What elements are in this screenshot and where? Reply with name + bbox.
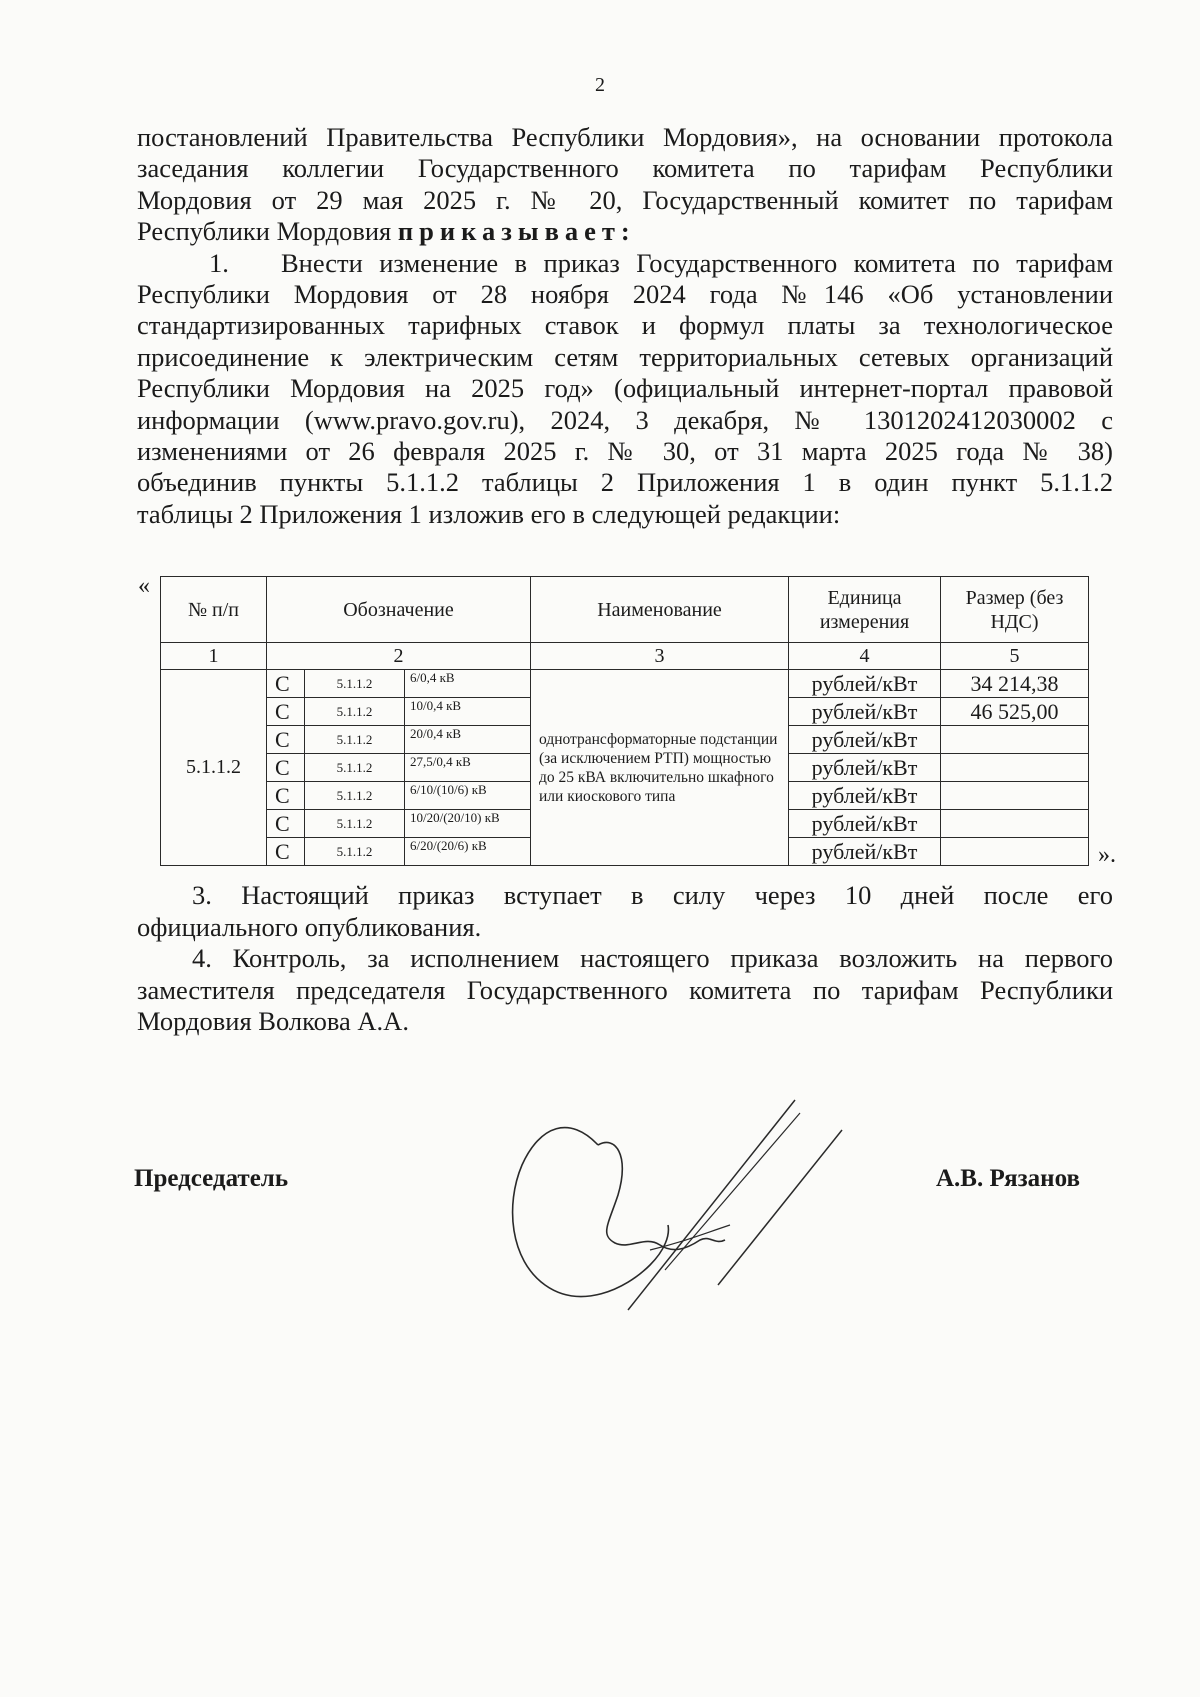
- item1-line: присоединение к электрическим сетям территориальных сетевых организаций: [137, 341, 1113, 372]
- item-name: однотрансформаторные подстанции (за исключением РТП) мощностью до 25 кВА включительно шкафного или киоскового типа: [531, 670, 789, 866]
- item1-first-line: [137, 248, 1113, 279]
- row-voltage: 6/20/(20/6) кВ: [405, 838, 531, 866]
- row-voltage: 10/0,4 кВ: [405, 698, 531, 726]
- row-code: 5.1.1.2: [305, 838, 405, 866]
- item4-line: заместителя председателя Государственного комитета по тарифам Республики: [137, 974, 1113, 1005]
- item4-last-line: Мордовия Волкова А.А.: [137, 1005, 409, 1036]
- intro-line: заседания коллегии Государственного комитета по тарифам Республики: [137, 153, 1113, 184]
- column-number: 5: [941, 643, 1089, 670]
- item4-first-line: 4. Контроль, за исполнением настоящего приказа возложить на первого: [192, 943, 1113, 974]
- item1-number: 1.: [209, 247, 229, 278]
- row-letter: C: [267, 698, 305, 726]
- row-code: 5.1.1.2: [305, 670, 405, 698]
- header-unit: Единица измерения: [789, 577, 941, 643]
- row-unit: рублей/кВт: [789, 670, 941, 698]
- row-letter: C: [267, 754, 305, 782]
- quote-open: «: [138, 573, 150, 599]
- row-code: 5.1.1.2: [305, 754, 405, 782]
- column-number-row: [161, 643, 1089, 670]
- row-value: [941, 782, 1089, 810]
- order-word: приказывает:: [397, 216, 636, 247]
- row-unit: рублей/кВт: [789, 838, 941, 866]
- row-code: 5.1.1.2: [305, 726, 405, 754]
- row-value: 34 214,38: [941, 670, 1089, 698]
- row-letter: C: [267, 810, 305, 838]
- row-letter: C: [267, 838, 305, 866]
- row-value: 46 525,00: [941, 698, 1089, 726]
- header-size: Размер (без НДС): [941, 577, 1089, 643]
- column-number: 2: [267, 643, 531, 670]
- row-voltage: 6/0,4 кВ: [405, 670, 531, 698]
- column-number: 4: [789, 643, 941, 670]
- row-value: [941, 810, 1089, 838]
- row-unit: рублей/кВт: [789, 726, 941, 754]
- row-voltage: 20/0,4 кВ: [405, 726, 531, 754]
- intro-last-text: Республики Мордовия: [137, 216, 398, 247]
- row-unit: рублей/кВт: [789, 698, 941, 726]
- header-num: № п/п: [161, 577, 267, 643]
- item1-last-line: таблицы 2 Приложения 1 изложив его в следующей редакции:: [137, 498, 841, 529]
- row-value: [941, 726, 1089, 754]
- row-unit: рублей/кВт: [789, 754, 941, 782]
- page-number: 2: [595, 74, 605, 96]
- item3-first-line: 3. Настоящий приказ вступает в силу через 10 дней после его: [192, 880, 1113, 911]
- quote-close: ».: [1098, 842, 1116, 868]
- row-voltage: 27,5/0,4 кВ: [405, 754, 531, 782]
- row-value: [941, 838, 1089, 866]
- signatory-name: А.В. Рязанов: [936, 1165, 1080, 1192]
- item1-first-text: Внести изменение в приказ Государственного комитета по тарифам: [281, 247, 1113, 278]
- item-number: 5.1.1.2: [161, 670, 267, 866]
- item1-line: стандартизированных тарифных ставок и формул платы за технологическое: [137, 310, 1113, 341]
- header-designation: Обозначение: [267, 577, 531, 643]
- intro-line: постановлений Правительства Республики Мордовия», на основании протокола: [137, 122, 1113, 152]
- intro-line: Мордовия от 29 мая 2025 г. № 20, Государственный комитет по тарифам: [137, 184, 1113, 215]
- table-header-row: [161, 577, 1089, 643]
- item1-line: изменениями от 26 февраля 2025 г. № 30, от 31 марта 2025 года № 38): [137, 436, 1113, 467]
- header-name: Наименование: [531, 577, 789, 643]
- row-code: 5.1.1.2: [305, 698, 405, 726]
- row-letter: C: [267, 726, 305, 754]
- signatory-title: Председатель: [134, 1165, 289, 1192]
- row-letter: C: [267, 670, 305, 698]
- row-code: 5.1.1.2: [305, 782, 405, 810]
- row-value: [941, 754, 1089, 782]
- item1-line: объединив пункты 5.1.1.2 таблицы 2 Приложения 1 в один пункт 5.1.1.2: [137, 467, 1113, 498]
- item1-line: Республики Мордовия на 2025 год» (официальный интернет-портал правовой: [137, 373, 1113, 404]
- intro-last-line: [137, 216, 1113, 247]
- row-code: 5.1.1.2: [305, 810, 405, 838]
- row-unit: рублей/кВт: [789, 782, 941, 810]
- item3-last-line: официального опубликования.: [137, 911, 482, 942]
- handwritten-signature: [500, 1085, 860, 1325]
- item1-line: Республики Мордовия от 28 ноября 2024 года №146 «Об установлении: [137, 279, 1113, 310]
- column-number: 3: [531, 643, 789, 670]
- row-letter: C: [267, 782, 305, 810]
- column-number: 1: [161, 643, 267, 670]
- table-row: [161, 670, 1089, 698]
- row-unit: рублей/кВт: [789, 810, 941, 838]
- tariff-table: [160, 576, 1089, 866]
- row-voltage: 6/10/(10/6) кВ: [405, 782, 531, 810]
- row-voltage: 10/20/(20/10) кВ: [405, 810, 531, 838]
- item1-line: информации (www.pravo.gov.ru), 2024, 3 декабря, № 1301202412030002 с: [137, 404, 1113, 435]
